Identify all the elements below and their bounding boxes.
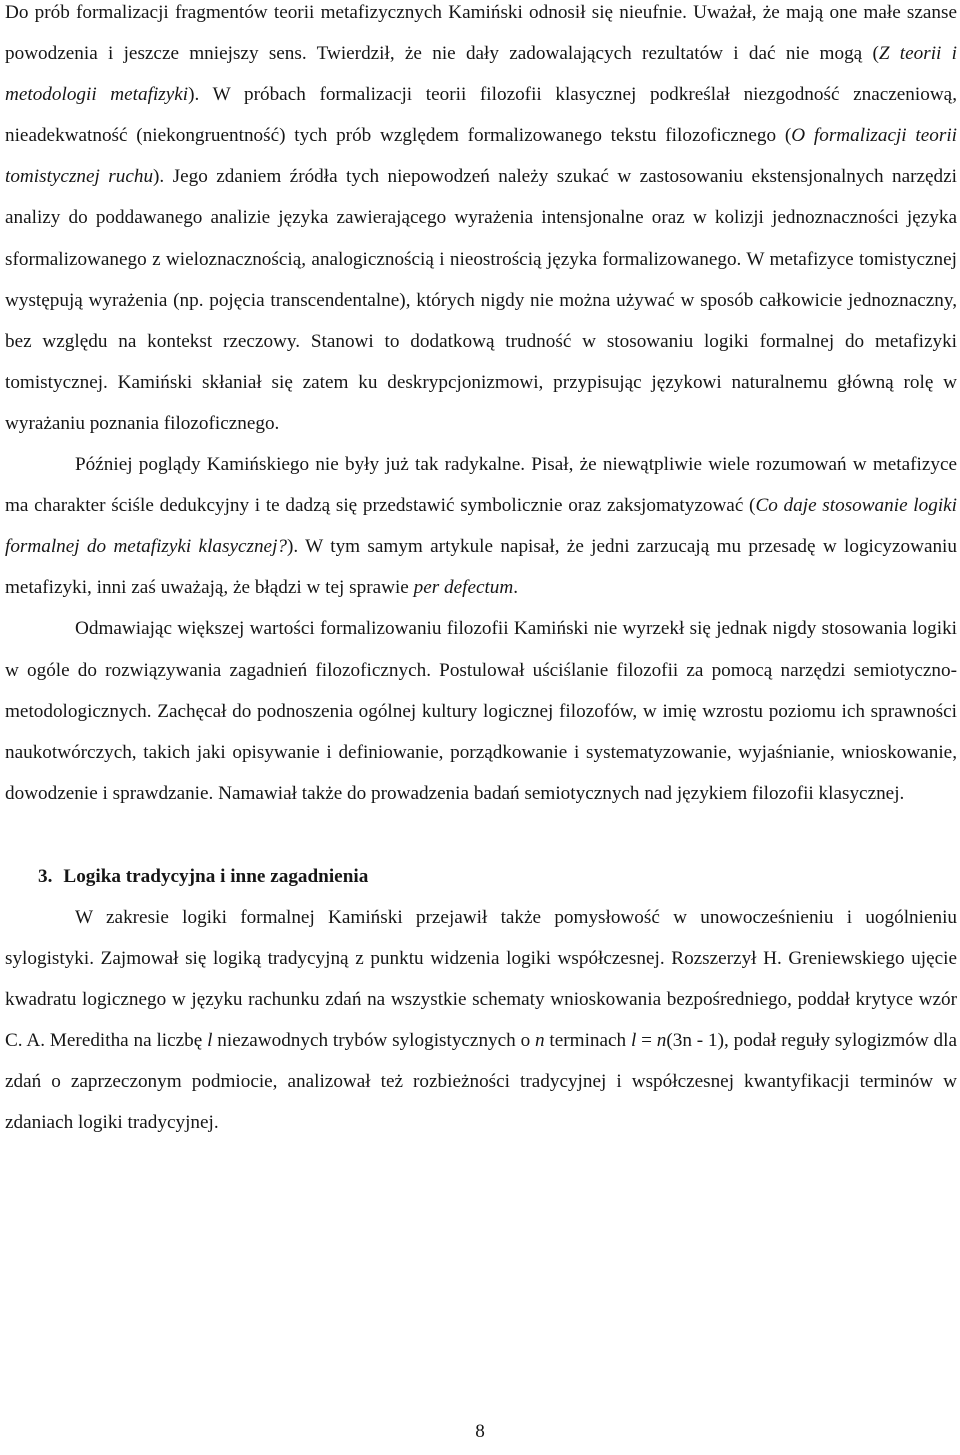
text-run: Do prób formalizacji fragmentów teorii metafizycznych Kamiński odnosił się nieufnie. Uważał, że mają one małe szanse powodzenia i jeszcze mniejszy sens. Twierdził, że nie dały zadowalających rezultatów i dać nie mogą ( <box>5 2 957 65</box>
section-title: Logika tradycyjna i inne zagadnienia <box>63 865 369 887</box>
text-run: (3n - 1), podał reguły sylogizmów dla zdań o zaprzeczonym podmiocie, analizował też rozbieżności tradycyjnej i współczesnej kwantyfikacji terminów w zdaniach logiki tradycyjnej. <box>5 1030 957 1134</box>
work-title-italic: O formalizacji teorii tomistycznej ruchu <box>5 125 957 188</box>
paragraph-formalization-skepticism <box>5 0 957 444</box>
document-page <box>5 0 957 1143</box>
text-run: . <box>513 577 519 599</box>
text-run: = <box>636 1030 657 1052</box>
section-number: 3. <box>38 865 53 887</box>
math-variable-italic: l <box>207 1030 213 1052</box>
text-run: niezawodnych trybów sylogistycznych o <box>212 1030 535 1052</box>
page-number: 8 <box>475 1421 485 1442</box>
latin-phrase-italic: per defectum <box>413 577 514 599</box>
text-run: terminach <box>544 1030 631 1052</box>
text-run: W zakresie logiki formalnej Kamiński przejawił także pomysłowość w unowocześnieniu i uogólnieniu sylogistyki. Zajmował się logiką tradycyjną z punktu widzenia logiki współczesnej. Rozszerzył H. Greniewskiego ujęcie kwadratu logicznego w języku rachunku zdań na wszystkie schematy wnioskowania bezpośredniego, poddał krytyce wzór C. A. Mereditha na liczbę <box>5 906 957 1052</box>
text-run: Odmawiając większej wartości formalizowaniu filozofii Kamiński nie wyrzekł się jednak nigdy stosowania logiki w ogóle do rozwiązywania zagadnień filozoficznych. Postulował uściślanie filozofii za pomocą narzędzi semiotyczno-metodologicznych. Zachęcał do podnoszenia ogólnej kultury logicznej filozofów, w imię wzrostu poziomu ich sprawności naukotwórczych, takich jaki opisywanie i definiowanie, porządkowanie i systematyzowanie, wyjaśnianie, wnioskowanie, dowodzenie i sprawdzanie. Namawiał także do prowadzenia badań semiotycznych nad językiem filozofii klasycznej. <box>5 618 957 804</box>
paragraph-traditional-logic <box>5 897 957 1144</box>
section-heading <box>5 856 957 897</box>
work-title-italic: Co daje stosowanie logiki formalnej do metafizyki klasycznej? <box>5 495 957 558</box>
paragraph-semiotic-tools <box>5 608 957 813</box>
math-variable-italic: l <box>630 1030 637 1052</box>
math-variable-italic: n <box>535 1030 545 1052</box>
math-variable-italic: n <box>656 1030 667 1052</box>
text-run: ). W próbach formalizacji teorii filozofii klasycznej podkreślał niezgodność znaczeniową, nieadekwatność (niekongruentność) tych prób względem formalizowanego tekstu filozoficznego ( <box>5 84 957 147</box>
paragraph-later-views <box>5 444 957 608</box>
work-title-italic: Z teorii i metodologii metafizyki <box>5 43 957 106</box>
text-run: Później poglądy Kamińskiego nie były już tak radykalne. Pisał, że niewątpliwie wiele rozumowań w metafizyce ma charakter ściśle dedukcyjny i te dadzą się przedstawić symbolicznie oraz zaksjomatyzować ( <box>5 454 957 517</box>
text-run: ). Jego zdaniem źródła tych niepowodzeń należy szukać w zastosowaniu ekstensjonalnych narzędzi analizy do poddawanego analizie języka zawierającego wyrażenia intensjonalne oraz w kolizji jednoznaczności języka sformalizowanego z wieloznacznością, analogicznością i nieostrością języka formalizowanego. W metafizyce tomistycznej występują wyrażenia (np. pojęcia transcendentalne), których nigdy nie można używać w sposób całkowicie jednoznaczny, bez względu na kontekst rzeczowy. Stanowi to dodatkową trudność w stosowaniu logiki formalnej do metafizyki tomistycznej. Kamiński skłaniał się zatem ku deskrypcjonizmowi, przypisując językowi naturalnemu główną rolę w wyrażaniu poznania filozoficznego. <box>5 166 957 434</box>
text-run: ). W tym samym artykule napisał, że jedni zarzucają mu przesadę w logicyzowaniu metafizyki, inni zaś uważają, że błądzi w tej sprawie <box>5 536 957 599</box>
